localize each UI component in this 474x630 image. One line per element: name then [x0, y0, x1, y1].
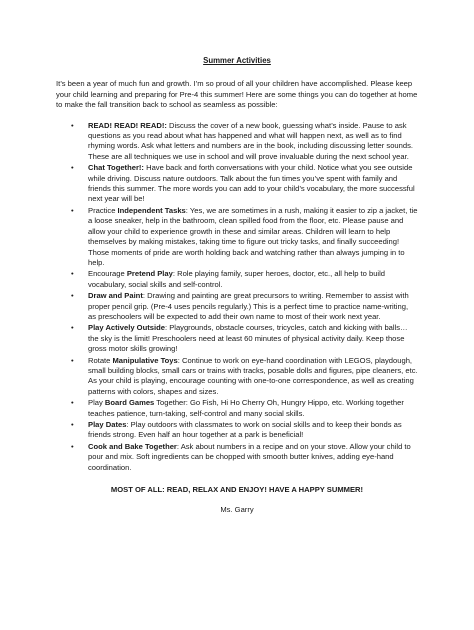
item-heading: Play Dates: [88, 420, 127, 429]
item-heading: Draw and Paint: [88, 291, 143, 301]
list-item: • Encourage Pretend Play: Role playing family, super heroes, doctor, etc., all help to build vocabulary, social skills and self-control.: [71, 269, 386, 289]
bullet-icon: •: [71, 205, 74, 215]
item-heading: Manipulative Toys: [112, 355, 178, 365]
bullet-icon: •: [71, 269, 74, 279]
bullet-icon: •: [71, 398, 74, 408]
list-item: • Chat Together!: Have back and forth conversations with your child. Notice what you see outside while driving. Discuss nature outdoors. Talk about the fun times you’ve spent with family and friends this summer. The more words you can add to your child’s vocabulary, the more successful next year will be!: [71, 163, 415, 204]
list-item: • Rotate Manipulative Toys: Continue to work on eye-hand coordination with LEGOS, playdough, small building blocks, small cars or trains with tracks, posable dolls and figures, pipe cleaners, etc. As your child is playing, encourage counting with one-to-one correspondence, as well as creating patterns with colors, shapes and sizes.: [71, 355, 418, 396]
item-heading: Chat Together!:: [88, 163, 144, 173]
bullet-icon: •: [71, 323, 74, 333]
bullet-icon: •: [71, 163, 74, 173]
item-heading: Pretend Play: [126, 269, 173, 279]
bullet-icon: •: [71, 120, 74, 130]
bullet-icon: •: [71, 291, 74, 301]
list-item: • Play Board Games Together: Go Fish, Hi Ho Cherry Oh, Hungry Hippo, etc. Working together teaches patience, turn-taking, self-control and many social skills.: [71, 398, 404, 418]
item-heading: Board Games: [104, 398, 155, 408]
item-heading: Independent Tasks: [117, 205, 186, 215]
item-heading: Play Actively Outside: [88, 323, 165, 333]
bullet-icon: •: [71, 355, 74, 365]
activity-list: [56, 121, 418, 473]
item-heading: Cook and Bake Together: [88, 441, 177, 451]
closing-line: MOST OF ALL: READ, RELAX AND ENJOY! HAVE A HAPPY SUMMER!: [110, 485, 364, 495]
list-item: • Play Dates: Play outdoors with classmates to work on social skills and to keep their bonds as friends strong. Even half an hour together at a park is beneficial!: [71, 420, 402, 440]
list-item: • READ! READ! READ!: Discuss the cover of a new book, guessing what’s inside. Pause to ask questions as you read about what has happened and what will happen next, as well as to find rhyming words. Ask what letters and numbers are in the book, including discussing letter sounds. These are all techniques we use in school and will prove invaluable during the next school year.: [71, 120, 414, 161]
list-item: • Play Actively Outside: Playgrounds, obstacle courses, tricycles, catch and kicking with balls… the sky is the limit! Preschoolers need at least 60 minutes of physical activity daily. Keep those gross motor skills growing!: [71, 323, 408, 354]
item-heading: READ! READ! READ!:: [88, 120, 167, 130]
signature: Ms. Garry: [220, 505, 254, 515]
list-item: • Cook and Bake Together: Ask about numbers in a recipe and on your stove. Allow your child to pour and mix. Soft ingredients can be chopped with smooth butter knives, adding eye-hand coordination.: [71, 441, 411, 472]
list-item: • Practice Independent Tasks: Yes, we are sometimes in a rush, making it easier to zip a jacket, tie a loose sneaker, help in the bathroom, clean spilled food from the floor, etc. Please pause and allow your child to experience growth in these and similar areas. Children will learn to help themselves by making mistakes, taking time to figure out tricky tasks, and finally succeeding! Those moments of pride are worth holding back and watching rather than always jumping in to help.: [71, 205, 418, 267]
list-item: • Draw and Paint: Drawing and painting are great precursors to writing. Remember to assist with proper pencil grip. (Pre-4 uses pencils regularly.) This is a perfect time to practice name-writing, as preschoolers will be expected to add their own name to most of their work next year.: [71, 291, 409, 321]
bullet-icon: •: [71, 420, 74, 429]
bullet-icon: •: [71, 441, 74, 451]
document-title: Summer Activities: [203, 56, 271, 65]
intro-paragraph: It’s been a year of much fun and growth. I’m so proud of all your children have accomplished. Please keep your child learning and preparing for Pre-4 this summer! Here are some things you can do together at home to make the fall transition back to school as seamless as possible:: [56, 79, 418, 110]
